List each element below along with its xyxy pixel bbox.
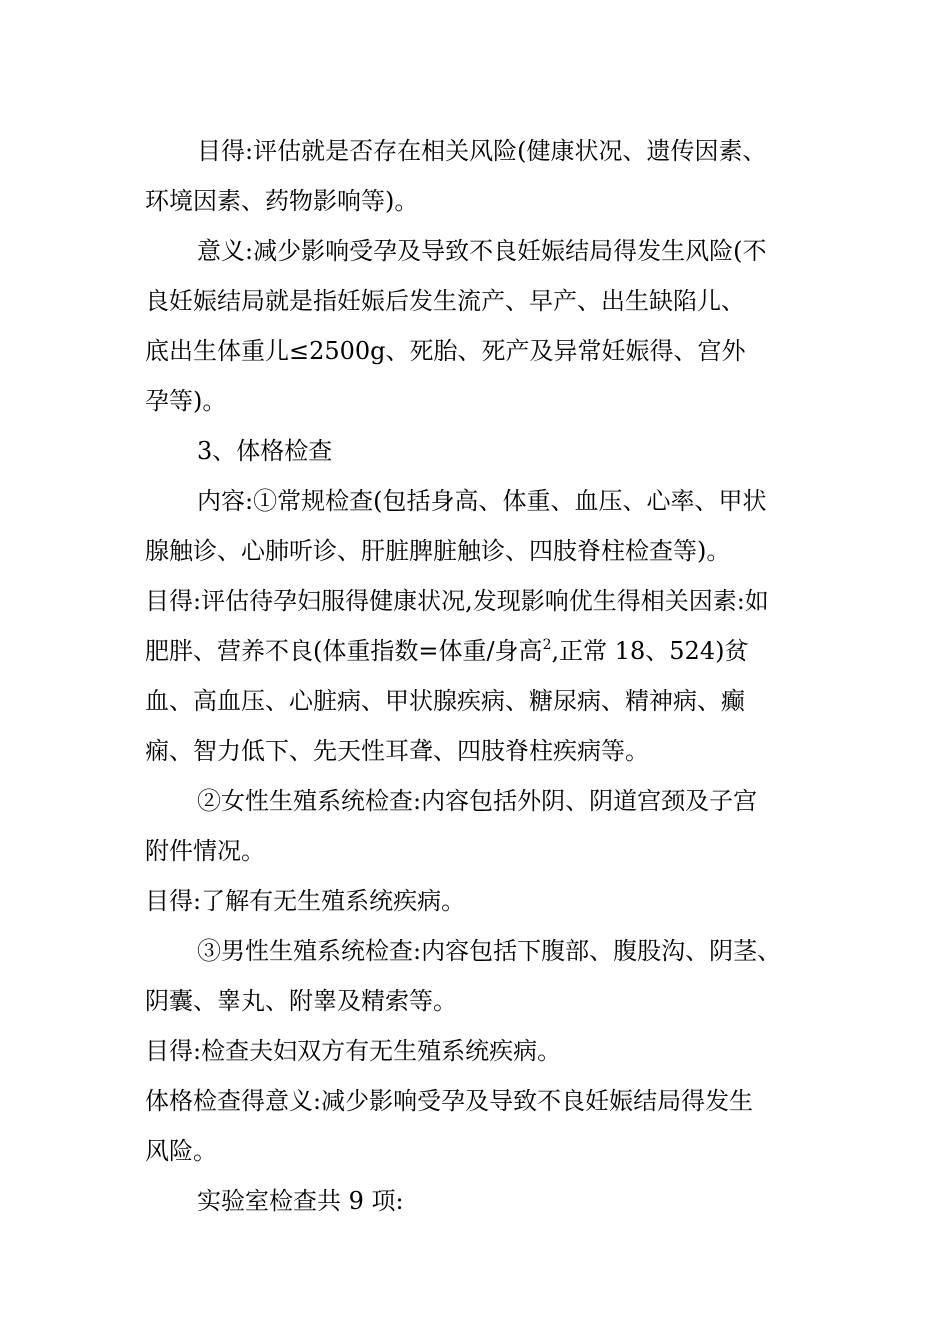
text-line: 内容:①常规检查(包括身高、体重、血压、心率、甲状 xyxy=(197,487,767,515)
text-line: 目得:了解有无生殖系统疾病。 xyxy=(145,887,466,915)
text-line: 血、高血压、心脏病、甲状腺疾病、糖尿病、精神病、癫 xyxy=(145,687,745,715)
text-line: 目得:评估待孕妇服得健康状况,发现影响优生得相关因素:如 xyxy=(145,587,769,615)
text-line: 阴囊、睾丸、附睾及精索等。 xyxy=(145,987,457,1015)
text-line: 底出生体重儿≤2500g、死胎、死产及异常妊娠得、宫外 xyxy=(145,337,746,365)
text-line: 风险。 xyxy=(145,1137,217,1165)
text-line: 腺触诊、心肺听诊、肝脏脾脏触诊、四肢脊柱检查等)。 xyxy=(145,537,731,565)
superscript: 2 xyxy=(542,637,552,653)
text-line: 体格检查得意义:减少影响受孕及导致不良妊娠结局得发生 xyxy=(145,1087,754,1115)
section-heading: 3、体格检查 xyxy=(197,437,333,465)
text-segment: 肥胖、营养不良(体重指数=体重/身高 xyxy=(145,637,543,665)
document-page xyxy=(145,126,825,1226)
text-segment: ,正常 18、524)贫 xyxy=(551,637,749,665)
text-line: 目得:评估就是否存在相关风险(健康状况、遗传因素、 xyxy=(197,137,767,165)
text-line: 孕等)。 xyxy=(145,387,227,415)
text-line xyxy=(145,626,825,676)
text-line: 实验室检查共 9 项: xyxy=(197,1187,404,1215)
text-line: 痫、智力低下、先天性耳聋、四肢脊柱疾病等。 xyxy=(145,737,649,765)
text-line: 意义:减少影响受孕及导致不良妊娠结局得发生风险(不 xyxy=(197,237,767,265)
text-line: ②女性生殖系统检查:内容包括外阴、阴道宫颈及子宫 xyxy=(197,787,758,815)
text-line: 环境因素、药物影响等)。 xyxy=(145,187,419,215)
text-line: 附件情况。 xyxy=(145,837,265,865)
text-line: ③男性生殖系统检查:内容包括下腹部、腹股沟、阴茎、 xyxy=(197,937,782,965)
text-line: 目得:检查夫妇双方有无生殖系统疾病。 xyxy=(145,1037,562,1065)
text-line: 良妊娠结局就是指妊娠后发生流产、早产、出生缺陷儿、 xyxy=(145,287,745,315)
